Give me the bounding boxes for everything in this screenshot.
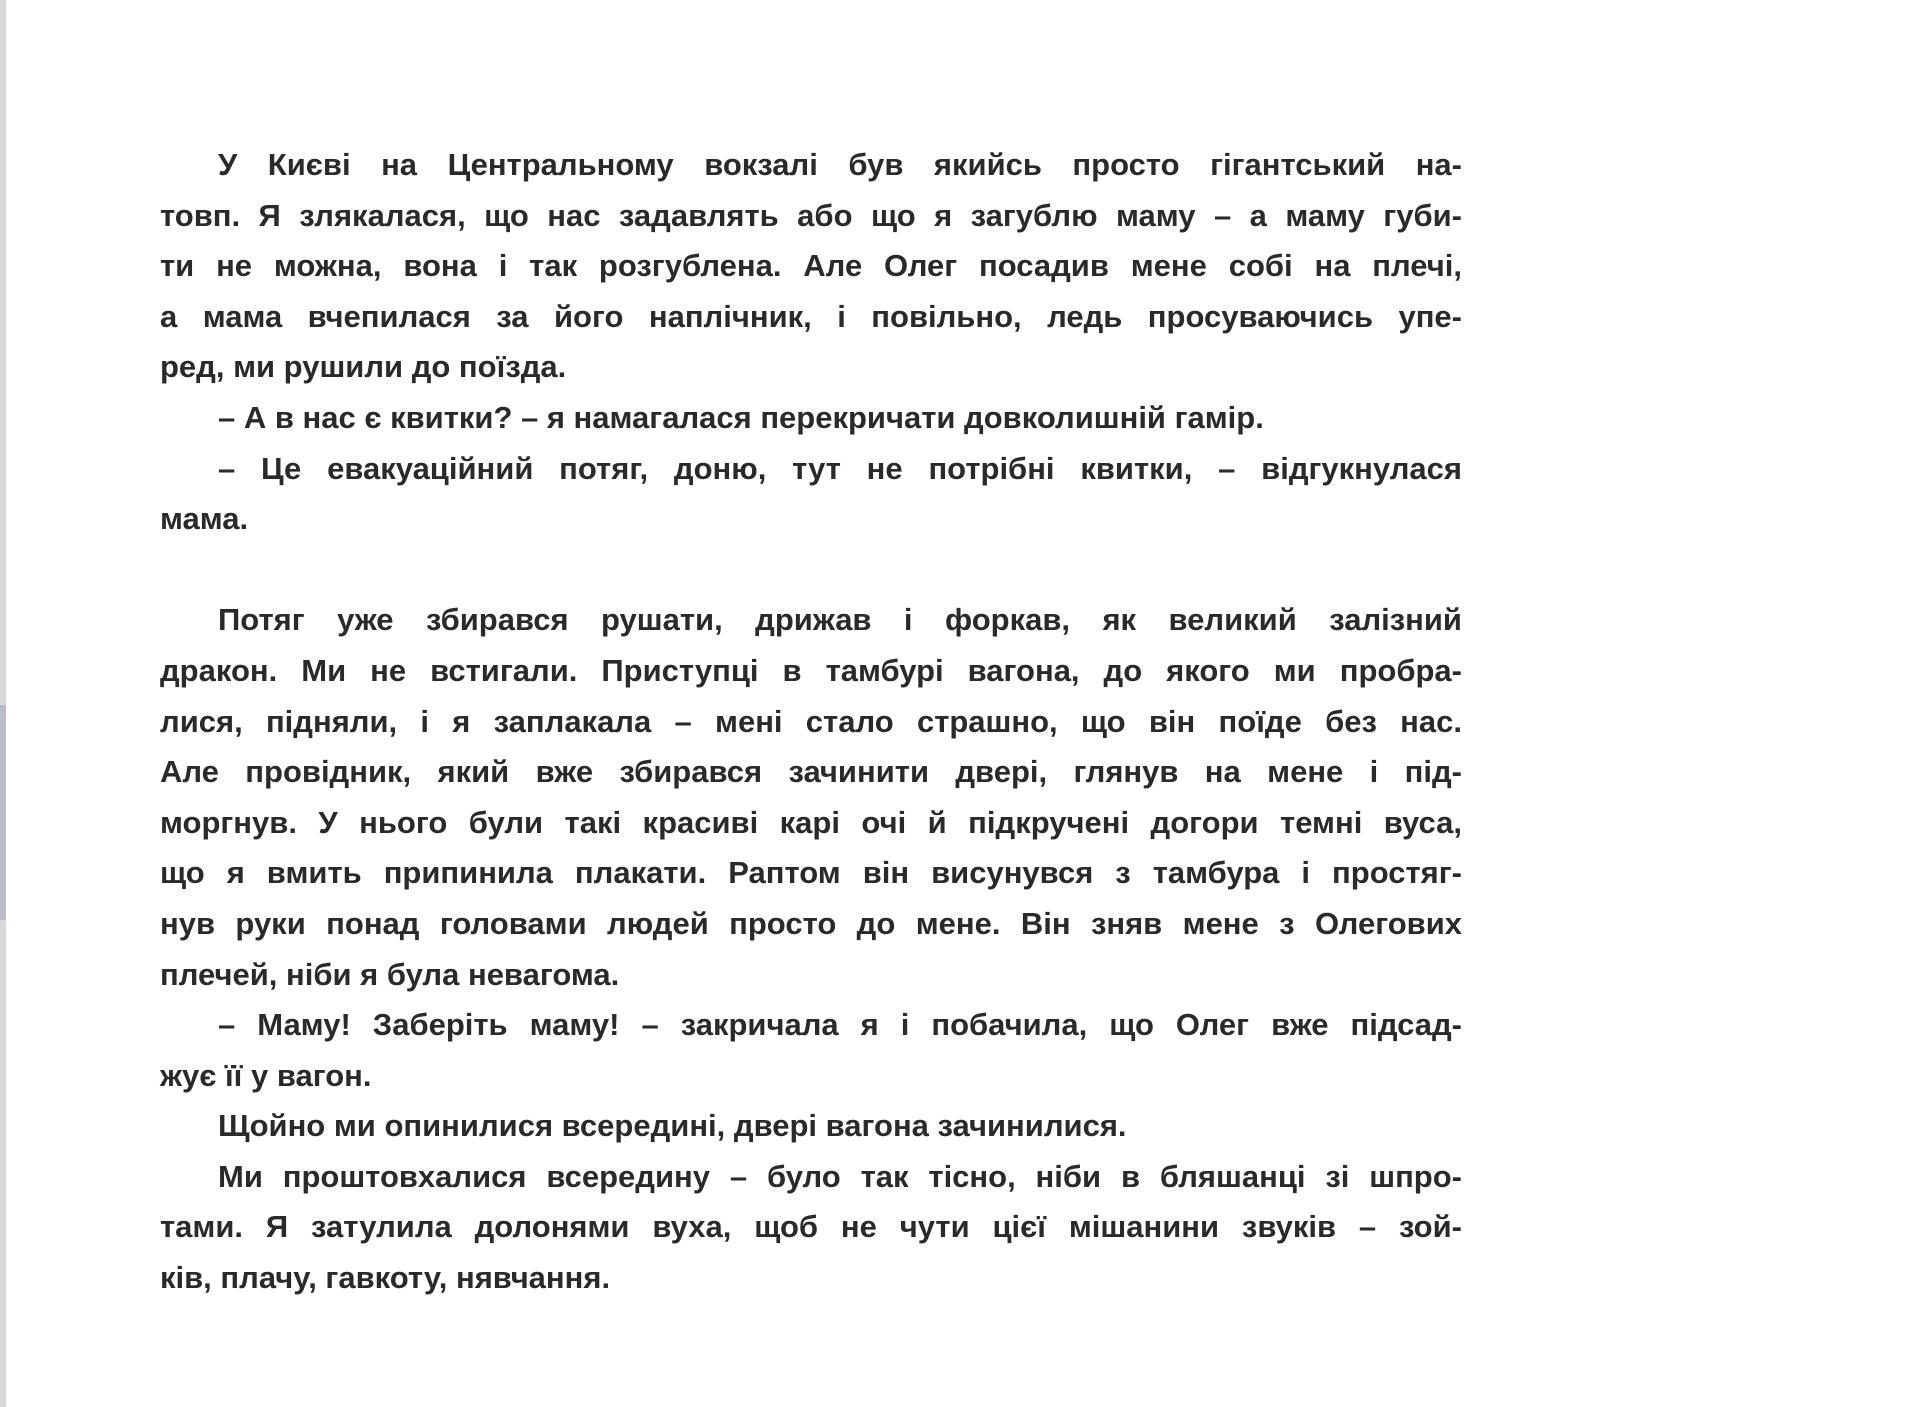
text-line: тами. Я затулила долонями вуха, щоб не чути цієї мішанини звуків – зой- (160, 1209, 1462, 1245)
dialogue-2 (160, 444, 1462, 545)
text-line: що я вмить припинила плакати. Раптом він висунувся з тамбура і простяг- (160, 855, 1462, 891)
paragraph-1 (160, 140, 1462, 393)
text-line: ти не можна, вона і так розгублена. Але Олег посадив мене собі на плечі, (160, 248, 1462, 284)
text-line: Ми проштовхалися всередину – було так тісно, ніби в бляшанці зі шпро- (218, 1158, 1462, 1194)
text-line: Але провідник, який вже збирався зачинити двері, глянув на мене і під- (160, 754, 1462, 790)
dialogue-3 (160, 1000, 1462, 1101)
page-left-edge (0, 0, 6, 1407)
text-line: – Маму! Заберіть маму! – закричала я і побачила, що Олег вже підсад- (218, 1007, 1462, 1043)
text-line: – А в нас є квитки? – я намагалася перекричати довколишній гамір. (218, 399, 1264, 435)
paragraph-3 (160, 1101, 1462, 1152)
text-line: Щойно ми опинилися всередині, двері вагона зачинилися. (218, 1108, 1127, 1144)
text-line: У Києві на Центральному вокзалі був якийсь просто гігантський на- (218, 147, 1462, 182)
text-line: Потяг уже збирався рушати, дрижав і форкав, як великий залізний (218, 602, 1462, 638)
text-line: ред, ми рушили до поїзда. (160, 349, 567, 385)
scroll-indicator (0, 705, 6, 920)
section-break (160, 545, 1462, 596)
text-line: дракон. Ми не встигали. Приступці в тамбурі вагона, до якого ми пробра- (160, 652, 1462, 688)
text-line: жує її у вагон. (160, 1057, 372, 1093)
text-line: нув руки понад головами людей просто до мене. Він зняв мене з Олегових (160, 905, 1462, 941)
dialogue-1 (160, 393, 1462, 444)
text-line: а мама вчепилася за його наплічник, і повільно, ледь просуваючись упе- (160, 298, 1462, 334)
text-line: мама. (160, 501, 249, 537)
text-line: моргнув. У нього були такі красиві карі очі й підкручені догори темні вуса, (160, 804, 1462, 840)
paragraph-2 (160, 595, 1462, 1000)
text-line: плечей, ніби я була невагома. (160, 956, 620, 992)
text-line: ків, плачу, гавкоту, нявчання. (160, 1260, 611, 1296)
text-line: товп. Я злякалася, що нас задавлять або що я загублю маму – а маму губи- (160, 197, 1462, 233)
document-page (160, 140, 1462, 1304)
text-line: – Це евакуаційний потяг, доню, тут не потрібні квитки, – відгукнулася (218, 450, 1462, 486)
text-line: лися, підняли, і я заплакала – мені стало страшно, що він поїде без нас. (160, 703, 1462, 739)
paragraph-4 (160, 1152, 1462, 1304)
